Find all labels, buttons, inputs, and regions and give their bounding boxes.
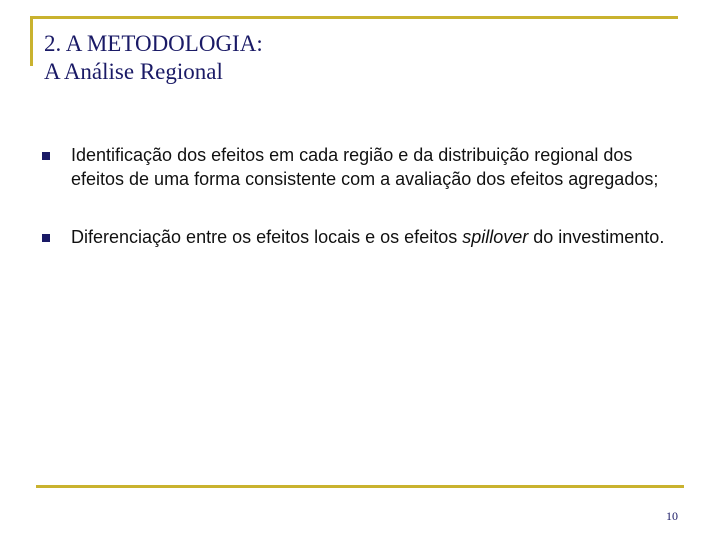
title-line-2: A Análise Regional — [44, 59, 223, 84]
bullet-text-part: do investimento. — [528, 227, 665, 247]
bullet-item — [40, 225, 680, 249]
bullet-text: Identificação dos efeitos em cada região e da distribuição regional dos efeitos de uma forma consistente com a avaliação dos efeitos agregados; — [71, 145, 659, 189]
square-bullet-icon — [42, 234, 50, 242]
bullet-text-emphasis: spillover — [462, 227, 529, 247]
bullet-list — [40, 143, 680, 249]
page-number: 10 — [666, 509, 678, 523]
title-line-1: 2. A METODOLOGIA: — [44, 31, 263, 56]
bottom-accent-line — [36, 485, 684, 488]
square-bullet-icon — [42, 152, 50, 160]
bullet-item — [40, 143, 680, 191]
top-accent-line — [30, 16, 678, 19]
bullet-text-part: Diferenciação entre os efeitos locais e os efeitos — [71, 227, 463, 247]
left-accent-line — [30, 16, 33, 66]
slide-title — [44, 30, 263, 86]
